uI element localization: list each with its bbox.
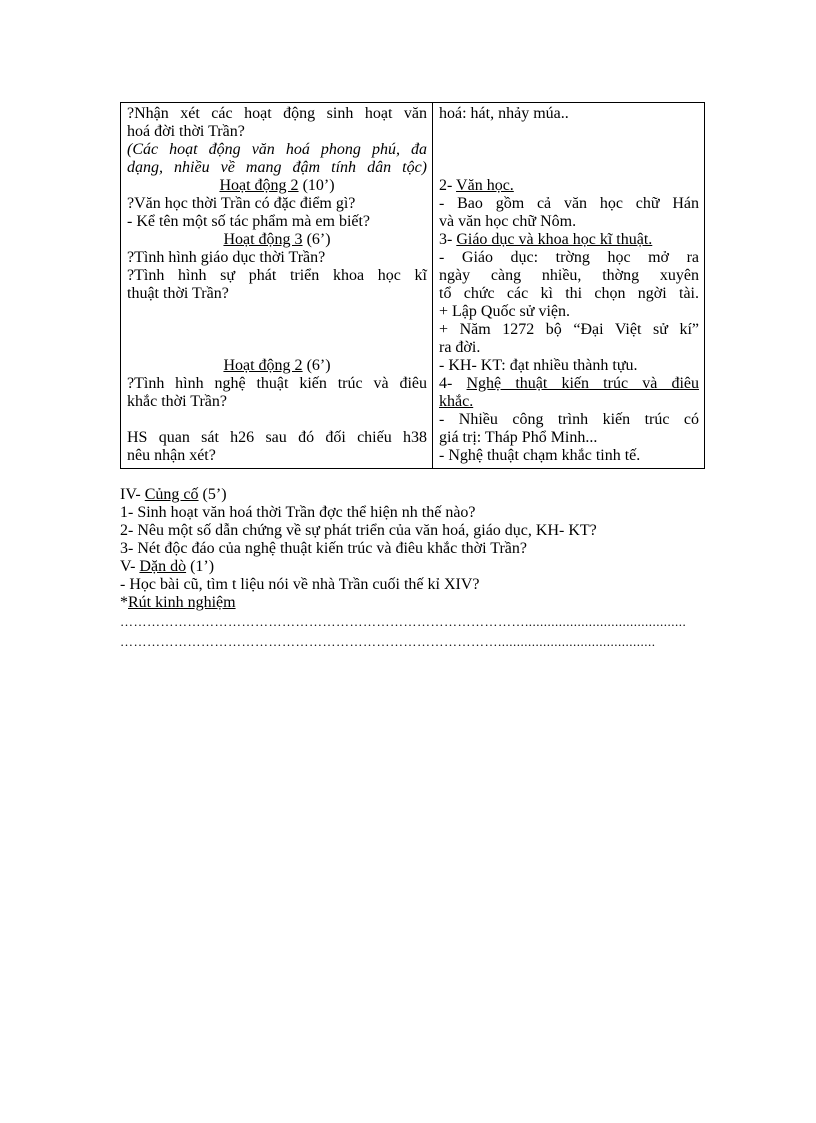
activity-time: (6’) [302, 231, 331, 248]
question-text: ?Văn học thời Trần có đặc điểm gì? [127, 195, 356, 212]
dotted-line: ………………………………………………………………………….......................................... [120, 634, 656, 649]
content-text: - KH- KT: đạt nhiều thành tựu. [439, 357, 638, 374]
question-text: ?Tình hình giáo dục thời Trần? [127, 249, 326, 266]
spacer [127, 339, 427, 357]
section-title: Văn học. [456, 177, 514, 194]
heading-time: (1’) [186, 558, 215, 575]
activity-title: Hoạt động 3 [223, 231, 303, 248]
spacer [127, 411, 427, 429]
activity-time: (10’) [298, 177, 335, 194]
heading-number: V- [120, 558, 140, 575]
question-text: nêu nhận xét? [127, 447, 216, 464]
heading-star: * [120, 594, 128, 611]
question-text: thuật thời Trần? [127, 285, 229, 302]
activity-title: Hoạt động 2 [223, 357, 303, 374]
section-heading [439, 231, 699, 249]
homework-text: - Học bài cũ, tìm t liệu nói về nhà Trần cuối thế kỉ XIV? [120, 576, 480, 593]
content-text: và văn học chữ Nôm. [439, 213, 577, 230]
section-heading [439, 375, 699, 393]
question-text: HS quan sát h26 sau đó đối chiếu h38 [127, 429, 427, 446]
content-text: + Lập Quốc sử viện. [439, 303, 570, 320]
spacer [127, 303, 427, 339]
section-number: 3- [439, 231, 457, 248]
heading-title: Củng cố [144, 486, 199, 503]
dotted-line: ………………………………………………………………………………........................................... [120, 614, 687, 629]
content-column [433, 103, 705, 469]
content-text: - Giáo dục: trờng học mở ra [439, 249, 699, 266]
review-question: 3- Nét độc đáo của nghệ thuật kiến trúc và điêu khắc thời Trần? [120, 540, 528, 557]
content-text: ngày càng nhiều, thờng xuyên [439, 267, 699, 284]
content-text: tổ chức các kì thi chọn ngời tài. [439, 285, 699, 302]
section-number: 4- [439, 375, 467, 392]
activity-heading [127, 177, 427, 195]
section-heading-cont [439, 393, 699, 411]
lesson-footer [120, 486, 700, 652]
section-number: 2- [439, 177, 457, 194]
section-heading [439, 177, 699, 195]
section-title: khắc. [439, 393, 474, 410]
heading-number: IV- [120, 486, 145, 503]
teacher-activity-column [121, 103, 433, 469]
homework-heading [120, 558, 700, 576]
content-text: ra đời. [439, 339, 481, 356]
content-text: + Năm 1272 bộ “Đại Việt sử kí” [439, 321, 699, 338]
content-text: giá trị: Tháp Phổ Minh... [439, 429, 598, 446]
spacer [439, 123, 699, 159]
question-text: hoá đời thời Trần? [127, 123, 245, 140]
review-heading [120, 486, 700, 504]
review-question: 2- Nêu một số dẫn chứng về sự phát triển của văn hoá, giáo dục, KH- KT? [120, 522, 597, 539]
content-text: - Bao gồm cả văn học chữ Hán [439, 195, 699, 212]
table-row [121, 103, 705, 469]
question-text: - Kể tên một số tác phẩm mà em biết? [127, 213, 371, 230]
answer-note: (Các hoạt động văn hoá phong phú, đa [127, 141, 427, 158]
activity-heading [127, 231, 427, 249]
section-title: Giáo dục và khoa học kĩ thuật. [456, 231, 653, 248]
activity-title: Hoạt động 2 [219, 177, 299, 194]
review-question: 1- Sinh hoạt văn hoá thời Trần đợc thể hiện nh thế nào? [120, 504, 476, 521]
experience-heading [120, 594, 700, 612]
section-title: Nghệ thuật kiến trúc và điêu [466, 375, 700, 392]
question-text: ?Tình hình nghệ thuật kiến trúc và điêu [127, 375, 427, 392]
question-text: ?Nhận xét các hoạt động sinh hoạt văn [127, 105, 427, 122]
heading-time: (5’) [198, 486, 227, 503]
spacer [439, 159, 699, 177]
heading-title: Dặn dò [139, 558, 187, 575]
question-text: khắc thời Trần? [127, 393, 228, 410]
activity-time: (6’) [302, 357, 331, 374]
heading-title: Rút kinh nghiệm [128, 594, 236, 611]
lesson-table [120, 102, 705, 469]
content-text: - Nhiều công trình kiến trúc có [439, 411, 699, 428]
question-text: ?Tình hình sự phát triển khoa học kĩ [127, 267, 427, 284]
answer-note: dạng, nhiều về mang đậm tính dân tộc) [127, 159, 427, 176]
content-text: - Nghệ thuật chạm khắc tinh tế. [439, 447, 641, 464]
activity-heading [127, 357, 427, 375]
content-text: hoá: hát, nhảy múa.. [439, 105, 569, 122]
